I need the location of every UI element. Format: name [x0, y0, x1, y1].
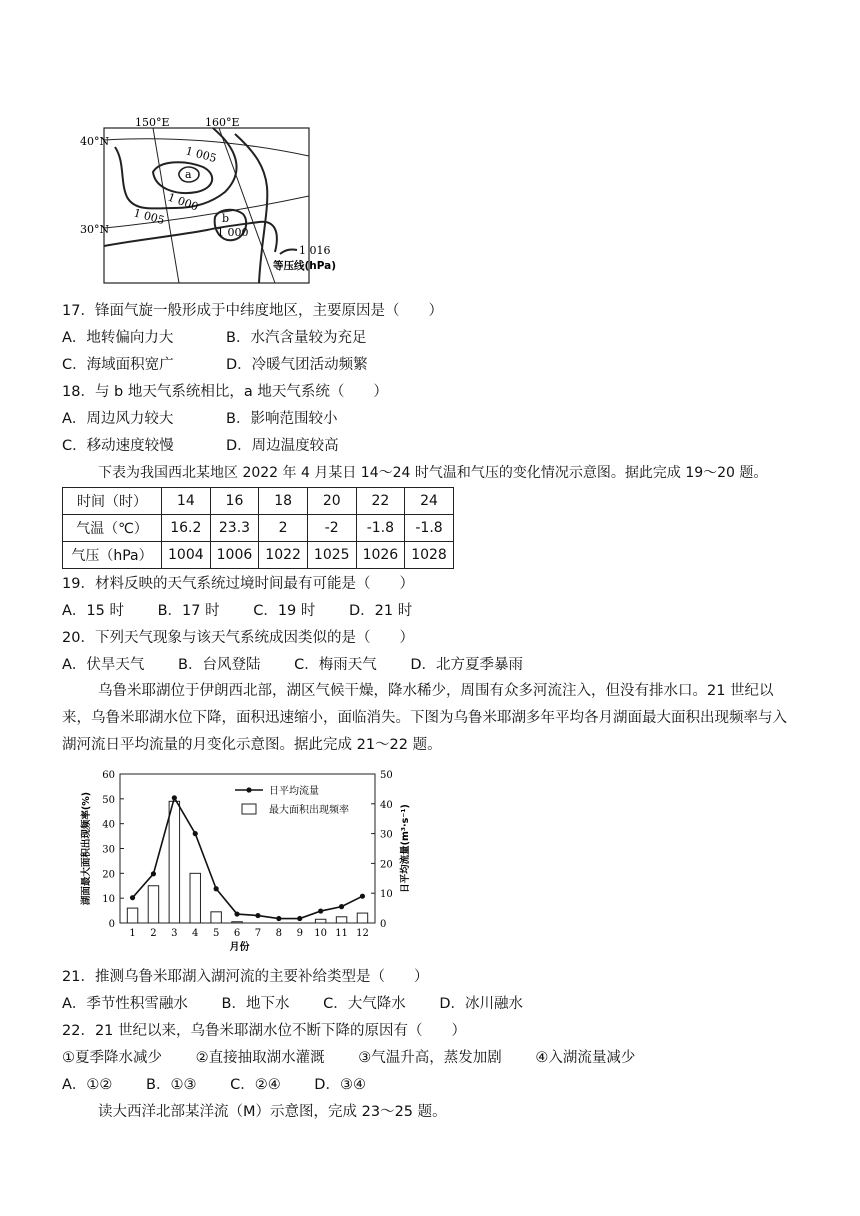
bar-max-area-frequency: [148, 886, 158, 923]
lon-label-150e: 150°E: [135, 116, 170, 129]
table-cell: 14: [162, 488, 211, 515]
table-cell: 气温（℃）: [63, 515, 162, 542]
q20-stem: 20．下列天气现象与该天气系统成因类似的是（ ）: [62, 630, 414, 646]
x-tick-label: 12: [356, 928, 369, 939]
bar-max-area-frequency: [211, 912, 221, 923]
point-a-label: a: [185, 168, 192, 181]
point-daily-flow: [255, 913, 260, 918]
q19-options: A．15 时 B．17 时 C．19 时 D．21 时: [62, 603, 413, 619]
legend-label: 等压线(hPa): [273, 260, 337, 272]
right-tick-label: 30: [380, 829, 393, 841]
point-daily-flow: [276, 916, 281, 921]
legend-line-marker: [246, 787, 251, 792]
q17-option-c: C．海域面积宽广: [62, 357, 174, 373]
point-daily-flow: [193, 831, 198, 836]
table-row: [63, 515, 454, 542]
table-cell: 2: [259, 515, 308, 542]
x-tick-label: 4: [192, 928, 199, 939]
q18-option-a: A．周边风力较大: [62, 411, 174, 427]
right-tick-label: 10: [380, 889, 393, 901]
q17-option-b: B．水汽含量较为充足: [226, 330, 367, 346]
table-cell: 20: [307, 488, 356, 515]
table-cell: 1025: [307, 542, 356, 569]
table-cell: 1022: [259, 542, 308, 569]
right-tick-label: 40: [380, 799, 393, 811]
q22-items: ①夏季降水减少 ②直接抽取湖水灌溉 ③气温升高，蒸发加剧 ④入湖流量减少: [62, 1050, 636, 1066]
left-tick-label: 50: [102, 794, 115, 806]
x-tick-label: 11: [335, 928, 348, 939]
right-axis-label: 日平均流量(m³·s⁻¹): [400, 804, 411, 893]
bar-max-area-frequency: [357, 913, 367, 923]
point-daily-flow: [172, 795, 177, 800]
table-cell: 22: [356, 488, 405, 515]
x-tick-label: 3: [171, 928, 178, 939]
lon-label-160e: 160°E: [205, 116, 240, 129]
legend-bar-label: 最大面积出现频率: [269, 805, 349, 816]
table-cell: 时间（时）: [63, 488, 162, 515]
point-daily-flow: [214, 886, 219, 891]
right-tick-label: 0: [380, 919, 387, 930]
q18-stem: 18．与 b 地天气系统相比，a 地天气系统（ ）: [62, 384, 388, 400]
bar-max-area-frequency: [169, 801, 179, 923]
q21-stem: 21．推测乌鲁米耶湖入湖河流的主要补给类型是（ ）: [62, 969, 429, 985]
lat-label-40n: 40°N: [80, 135, 110, 148]
point-daily-flow: [234, 911, 239, 916]
point-daily-flow: [151, 871, 156, 876]
bar-max-area-frequency: [190, 873, 200, 923]
q17-stem: 17．锋面气旋一般形成于中纬度地区，主要原因是（ ）: [62, 303, 443, 319]
q18-option-c: C．移动速度较慢: [62, 438, 174, 454]
x-tick-label: 6: [233, 928, 241, 939]
lake-chart: [75, 760, 420, 960]
x-tick-label: 2: [150, 928, 157, 939]
table-cell: 23.3: [210, 515, 259, 542]
x-tick-label: 10: [314, 928, 328, 939]
left-tick-label: 40: [102, 819, 115, 831]
table-cell: -1.8: [356, 515, 405, 542]
table-cell: 16: [210, 488, 259, 515]
q22-stem: 22．21 世纪以来，乌鲁米耶湖水位不断下降的原因有（ ）: [62, 1023, 467, 1039]
point-daily-flow: [130, 895, 135, 900]
point-b-label: b: [222, 212, 230, 225]
isobar-label-1000-b: 1 000: [217, 226, 249, 239]
q17-option-d: D．冷暖气团活动频繁: [226, 357, 368, 373]
table-cell: 24: [405, 488, 454, 515]
bar-max-area-frequency: [127, 908, 137, 923]
q17-option-a: A．地转偏向力大: [62, 330, 174, 346]
x-tick-label: 1: [129, 928, 136, 939]
lat-label-30n: 30°N: [80, 223, 110, 236]
table-cell: -1.8: [405, 515, 454, 542]
point-daily-flow: [318, 908, 323, 913]
isobar-label-1000-a: 1 000: [165, 190, 201, 214]
isobar-lower: [104, 222, 277, 252]
point-daily-flow: [297, 916, 302, 921]
left-tick-label: 30: [102, 844, 115, 856]
table-cell: 1028: [405, 542, 454, 569]
table-cell: 1026: [356, 542, 405, 569]
q20-options: A．伏旱天气 B．台风登陆 C．梅雨天气 D．北方夏季暴雨: [62, 657, 523, 673]
intro-21-22: 乌鲁米耶湖位于伊朗西北部，湖区气候干燥，降水稀少，周围有众多河流注入，但没有排水口。21 世纪以来，乌鲁米耶湖水位下降，面积迅速缩小，面临消失。下图为乌鲁米耶湖多年平均各月湖面最大面积出现频率与入湖河流日平均流量的月变化示意图。据此完成 21～22 题。: [62, 683, 787, 753]
legend-isobar-sample: [280, 250, 297, 255]
intro-23-25: 读大西洋北部某洋流（M）示意图，完成 23～25 题。: [98, 1104, 447, 1120]
isobar-label-1005-top: 1 005: [184, 144, 219, 166]
bar-max-area-frequency: [336, 917, 346, 923]
x-tick-label: 8: [275, 928, 283, 939]
legend-bar-sample: [242, 804, 256, 814]
weather-table: [62, 487, 454, 569]
bar-max-area-frequency: [315, 919, 325, 923]
q22-options: A．①② B．①③ C．②④ D．③④: [62, 1077, 366, 1093]
isobar-label-1005-left: 1 005: [132, 206, 167, 228]
left-tick-label: 0: [108, 919, 115, 930]
left-tick-label: 20: [102, 869, 115, 881]
q18-option-d: D．周边温度较高: [226, 438, 339, 454]
legend-value: 1 016: [299, 244, 331, 257]
isobar-1000-inner: [153, 162, 212, 193]
table-row: [63, 488, 454, 515]
isobar-map: [75, 112, 345, 287]
right-tick-label: 20: [380, 859, 393, 871]
table-cell: 气压（hPa）: [63, 542, 162, 569]
right-tick-label: 50: [380, 770, 393, 781]
x-axis-label: 月份: [229, 942, 250, 953]
x-tick-label: 5: [212, 928, 220, 939]
table-cell: 1004: [162, 542, 211, 569]
q21-options: A．季节性积雪融水 B．地下水 C．大气降水 D．冰川融水: [62, 996, 523, 1012]
point-daily-flow: [360, 894, 365, 899]
intro-19-20: 下表为我国西北某地区 2022 年 4 月某日 14～24 时气温和气压的变化情况示意图。据此完成 19～20 题。: [98, 465, 768, 481]
table-cell: 1006: [210, 542, 259, 569]
q19-stem: 19．材料反映的天气系统过境时间最有可能是（ ）: [62, 576, 414, 592]
q18-option-b: B．影响范围较小: [226, 411, 338, 427]
left-axis-label: 湖面最大面积出现频率(%): [81, 791, 92, 906]
x-tick-label: 9: [296, 928, 303, 939]
legend-line-label: 日平均流量: [269, 786, 319, 797]
left-tick-label: 60: [102, 770, 115, 781]
table-cell: 18: [259, 488, 308, 515]
left-tick-label: 10: [102, 894, 115, 906]
table-cell: 16.2: [162, 515, 211, 542]
table-row: [63, 542, 454, 569]
isobar-right: [235, 134, 267, 283]
table-cell: -2: [307, 515, 356, 542]
bar-max-area-frequency: [232, 922, 242, 923]
point-daily-flow: [339, 904, 344, 909]
x-tick-label: 7: [254, 928, 262, 939]
